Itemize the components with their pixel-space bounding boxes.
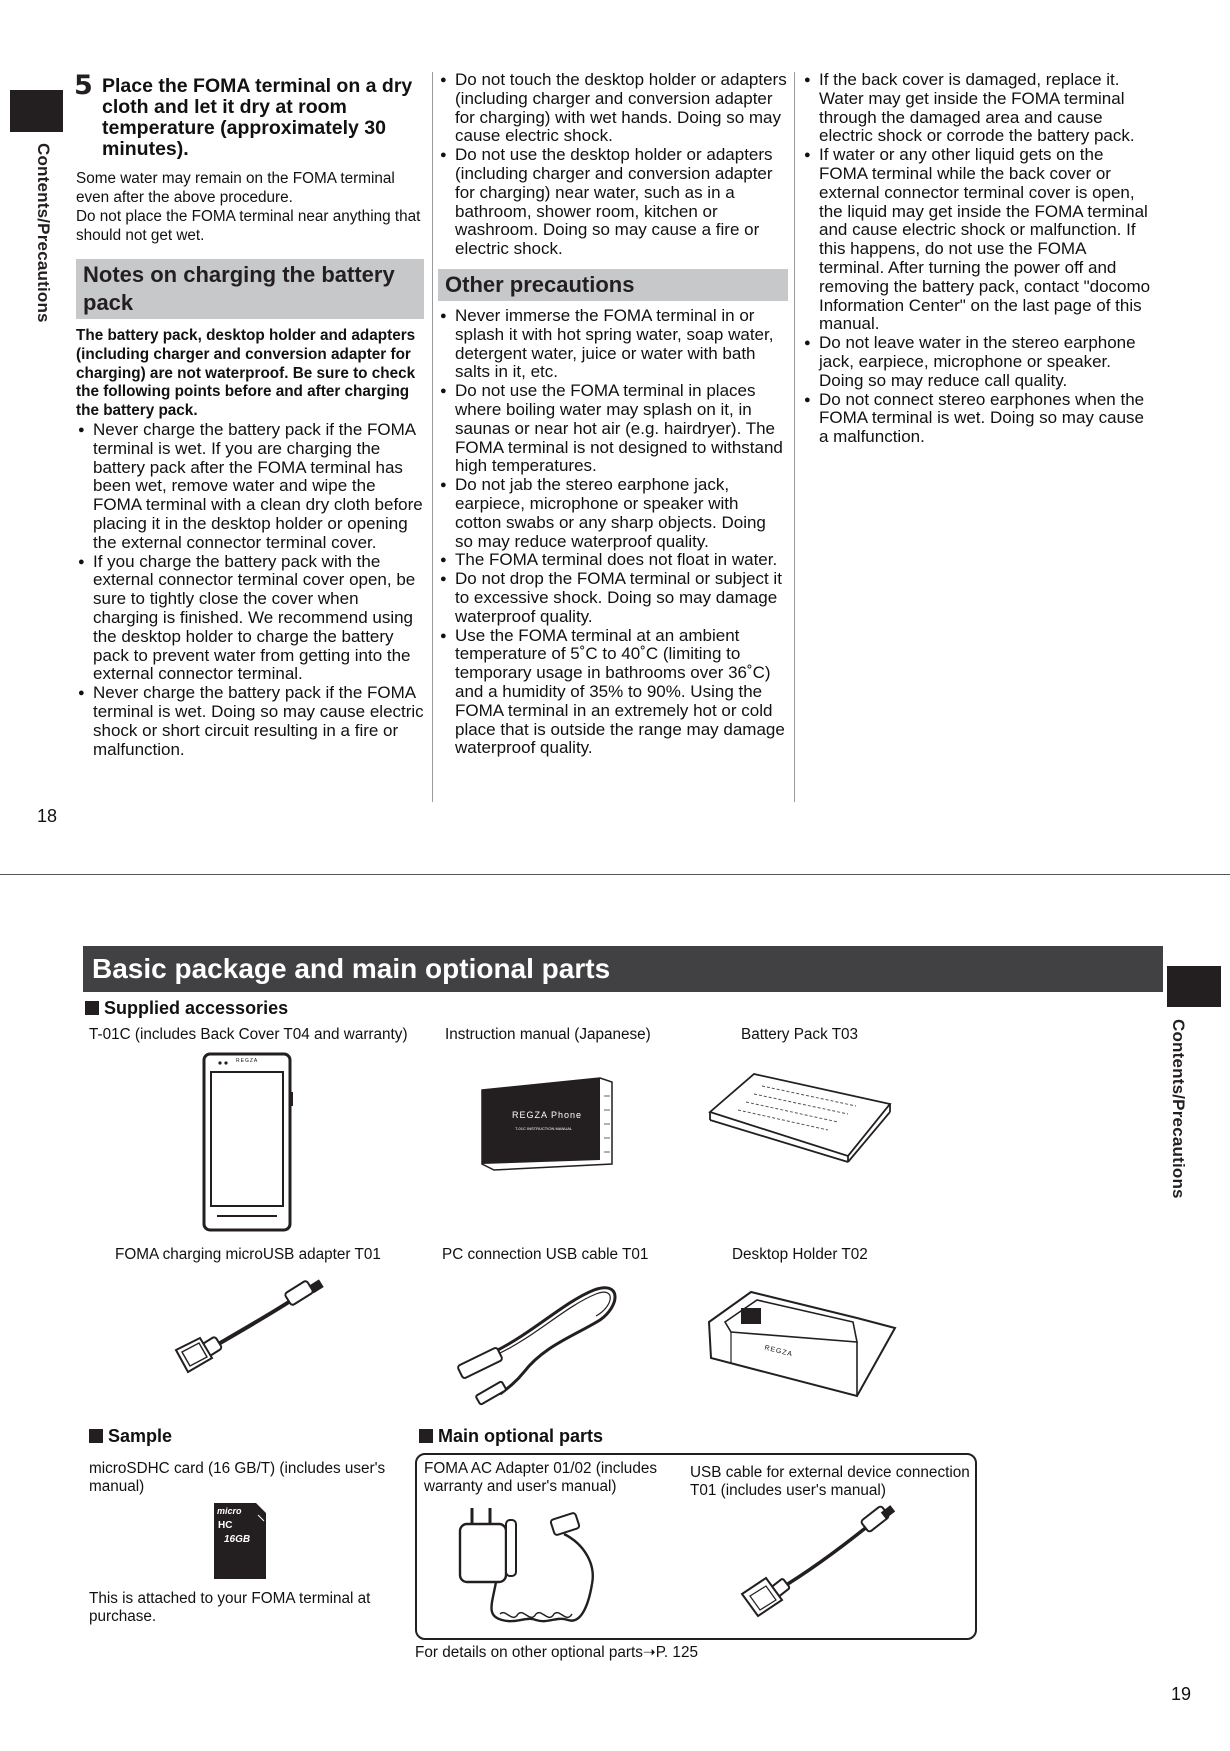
column-divider bbox=[794, 72, 795, 802]
accessory-caption: Battery Pack T03 bbox=[741, 1026, 859, 1043]
other-bullets bbox=[438, 307, 788, 758]
optional-footer-note: For details on other optional parts➝P. 125 bbox=[415, 1644, 698, 1661]
bullet-item: ● If you charge the battery pack with the external connector terminal cover open, be sure to tightly close the cover when charging is finished. We recommend using the desktop holder to charge the battery pack to prevent water from getting into the external connector terminal. bbox=[76, 553, 424, 685]
charging-heading: Notes on charging the battery pack bbox=[76, 259, 424, 319]
sample-heading-text: Sample bbox=[108, 1426, 173, 1446]
side-tab-marker-left bbox=[10, 90, 63, 132]
optional-item-caption: USB cable for external device connection T01 (includes user's manual) bbox=[690, 1464, 970, 1499]
column-2 bbox=[438, 71, 788, 758]
manual-illustration bbox=[480, 1076, 615, 1170]
square-bullet-icon bbox=[89, 1429, 103, 1443]
desktop-holder-illustration bbox=[707, 1288, 897, 1400]
battery-illustration bbox=[708, 1070, 892, 1160]
step-notes bbox=[76, 169, 424, 245]
step-number: 5 bbox=[74, 70, 93, 101]
sample-note: This is attached to your FOMA terminal at purchase. bbox=[89, 1590, 371, 1625]
charging-bullets bbox=[76, 421, 424, 759]
accessory-caption: PC connection USB cable T01 bbox=[442, 1246, 649, 1263]
accessory-caption: FOMA charging microUSB adapter T01 bbox=[115, 1246, 381, 1263]
top-bullets bbox=[438, 71, 788, 259]
main-optional-heading bbox=[419, 1426, 603, 1446]
section-banner: Basic package and main optional parts bbox=[83, 946, 1163, 992]
bullet-item: ● Do not use the FOMA terminal in places where boiling water may splash on it, in saunas or near hot air (e.g. hairdryer). The FOMA terminal is not designed to withstand high temperatures. bbox=[438, 382, 788, 476]
manual-title-label: REGZA Phone bbox=[512, 1110, 583, 1120]
bullet-item: ● Do not jab the stereo earphone jack, earpiece, microphone or speaker with cotton swabs or any sharp objects. Doing so may reduce waterproof quality. bbox=[438, 476, 788, 551]
bullet-item: ● Do not touch the desktop holder or adapters (including charger and conversion adapter for charging) with wet hands. Doing so may cause electric shock. bbox=[438, 71, 788, 146]
side-tab-label-right: Contents/Precautions bbox=[1169, 1019, 1188, 1199]
charging-intro: The battery pack, desktop holder and adapters (including charger and conversion adapter for charging) are not waterproof. Be sure to check the following points before and after charging the battery pack. bbox=[76, 327, 416, 420]
square-bullet-icon bbox=[85, 1001, 99, 1015]
supplied-accessories-heading bbox=[85, 998, 288, 1018]
other-precautions-heading: Other precautions bbox=[438, 269, 788, 301]
step-title: Place the FOMA terminal on a dry cloth and let it dry at room temperature (approximately 30 minutes). bbox=[102, 75, 413, 160]
sd-label-micro: micro bbox=[217, 1506, 242, 1516]
sample-heading bbox=[89, 1426, 172, 1446]
page-number-right: 19 bbox=[1171, 1684, 1192, 1704]
square-bullet-icon bbox=[419, 1429, 433, 1443]
holder-brand-label: REGZA bbox=[763, 1344, 794, 1359]
bullet-item: ● Never charge the battery pack if the FOMA terminal is wet. If you are charging the battery pack after the FOMA terminal has been wet, remove water and wipe the FOMA terminal with a clean dry cloth before placing it in the desktop holder or opening the external connector terminal cover. bbox=[76, 421, 424, 553]
microusb-adapter-illustration bbox=[172, 1280, 332, 1380]
bullet-item: ● Use the FOMA terminal at an ambient temperature of 5˚C to 40˚C (limiting to temporary usage in bathrooms over 36˚C) and a humidity of 35% to 90%. Using the FOMA terminal in an extremely hot or cold place that is outside the range may damage waterproof quality. bbox=[438, 627, 788, 759]
accessory-caption: Desktop Holder T02 bbox=[732, 1246, 868, 1263]
supplied-heading-text: Supplied accessories bbox=[104, 998, 289, 1018]
bullet-item: ● Never charge the battery pack if the FOMA terminal is wet. Doing so may cause electric shock or short circuit resulting in a fire or malfunction. bbox=[76, 684, 424, 759]
bullet-item: ● Do not drop the FOMA terminal or subject it to excessive shock. Doing so may damage waterproof quality. bbox=[438, 570, 788, 626]
phone-illustration bbox=[202, 1052, 294, 1232]
sd-label-hc: HC bbox=[218, 1520, 233, 1531]
col3-bullets bbox=[802, 71, 1152, 447]
bullet-item: ● The FOMA terminal does not float in water. bbox=[438, 551, 788, 570]
optional-heading-text: Main optional parts bbox=[438, 1426, 604, 1446]
bullet-item: ● Do not leave water in the stereo earphone jack, earpiece, microphone or speaker. Doing so may reduce call quality. bbox=[802, 334, 1152, 390]
step-note: Some water may remain on the FOMA terminal even after the above procedure. bbox=[76, 170, 395, 206]
optional-item-caption: FOMA AC Adapter 01/02 (includes warranty and user's manual) bbox=[424, 1460, 657, 1495]
ac-adapter-illustration bbox=[456, 1504, 636, 1630]
bullet-item: ● If the back cover is damaged, replace it. Water may get inside the FOMA terminal through the damaged area and cause electric shock or corrode the battery pack. bbox=[802, 71, 1152, 146]
phone-brand-label: REGZA bbox=[236, 1058, 259, 1064]
side-tab-label-left: Contents/Precautions bbox=[34, 143, 53, 323]
side-tab-marker-right bbox=[1167, 966, 1221, 1007]
column-divider bbox=[432, 72, 433, 802]
accessory-caption: Instruction manual (Japanese) bbox=[445, 1026, 651, 1043]
usb-external-cable-illustration bbox=[738, 1506, 908, 1616]
accessory-caption: T-01C (includes Back Cover T04 and warranty) bbox=[89, 1026, 408, 1043]
step-note: Do not place the FOMA terminal near anything that should not get wet. bbox=[76, 208, 421, 244]
bullet-item: ● Do not use the desktop holder or adapters (including charger and conversion adapter for charging) near water, such as in a bathroom, shower room, kitchen or washroom. Doing so may cause a fire or electric shock. bbox=[438, 146, 788, 259]
bullet-item: ● Do not connect stereo earphones when the FOMA terminal is wet. Doing so may cause a malfunction. bbox=[802, 391, 1152, 447]
pc-usb-cable-illustration bbox=[454, 1276, 624, 1406]
page-number-left: 18 bbox=[37, 806, 58, 826]
column-3 bbox=[802, 71, 1152, 447]
bullet-item: ● If water or any other liquid gets on the FOMA terminal while the back cover or external connector terminal cover is open, the liquid may get inside the FOMA terminal and cause electric shock or malfunction. If this happens, do not use the FOMA terminal. After turning the power off and removing the battery pack, contact "docomo Information Center" on the last page of this manual. bbox=[802, 146, 1152, 334]
sd-label-capacity: 16GB bbox=[224, 1534, 251, 1545]
sample-caption: microSDHC card (16 GB/T) (includes user's manual) bbox=[89, 1460, 386, 1495]
column-1 bbox=[76, 76, 424, 759]
page-separator bbox=[0, 874, 1230, 875]
bullet-item: ● Never immerse the FOMA terminal in or splash it with hot spring water, soap water, detergent water, juice or water with bath salts in it, etc. bbox=[438, 307, 788, 382]
manual-subtitle-label: T-01C INSTRUCTION MANUAL bbox=[515, 1126, 573, 1131]
